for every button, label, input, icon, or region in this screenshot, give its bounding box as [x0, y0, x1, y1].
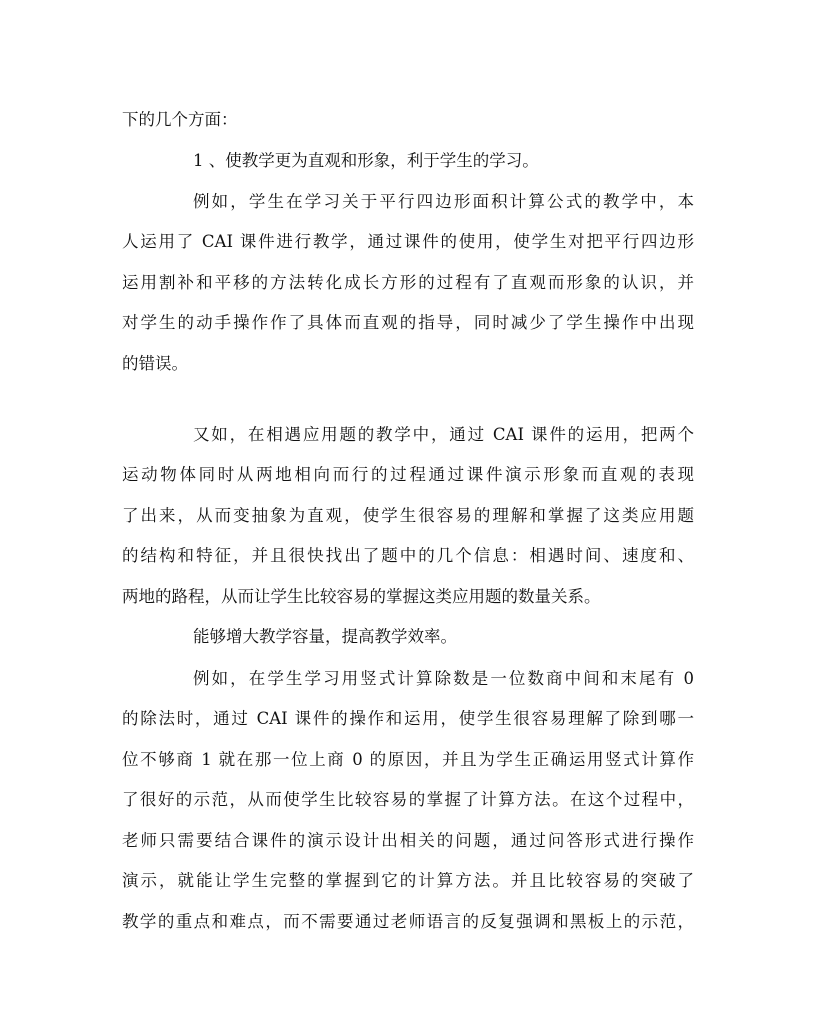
paragraph-3-line-5: 老师只需要结合课件的演示设计出相关的问题，通过问答形式进行操作: [122, 831, 694, 850]
paragraph-1-line-3: 运用割补和平移的方法转化成长方形的过程有了直观而形象的认识，并: [122, 273, 694, 292]
section-heading-2: 能够增大教学容量，提高教学效率。: [193, 627, 457, 646]
paragraph-3-line-7: 教学的重点和难点，而不需要通过老师语言的反复强调和黑板上的示范，: [122, 912, 694, 931]
paragraph-3-line-1: 例如，在学生学习用竖式计算除数是一位数商中间和末尾有 0: [193, 669, 694, 688]
paragraph-3-line-4: 了很好的示范，从而使学生比较容易的掌握了计算方法。在这个过程中，: [122, 790, 694, 809]
paragraph-2-line-4: 的结构和特征，并且很快找出了题中的几个信息：相遇时间、速度和、: [122, 546, 694, 565]
paragraph-2-line-5: 两地的路程，从而让学生比较容易的掌握这类应用题的数量关系。: [122, 587, 601, 606]
paragraph-3-line-2: 的除法时，通过 CAI 课件的操作和运用，使学生很容易理解了除到哪一: [122, 709, 694, 728]
paragraph-3-line-6: 演示，就能让学生完整的掌握到它的计算方法。并且比较容易的突破了: [122, 871, 694, 890]
section-heading-1: 1 、使教学更为直观和形象，利于学生的学习。: [193, 151, 539, 170]
paragraph-3-line-3: 位不够商 1 就在那一位上商 0 的原因，并且为学生正确运用竖式计算作: [122, 750, 694, 769]
text-line-continuation: 下的几个方面：: [122, 110, 238, 129]
paragraph-2-line-1: 又如，在相遇应用题的教学中，通过 CAI 课件的运用，把两个: [193, 425, 694, 444]
paragraph-2-line-2: 运动物体同时从两地相向而行的过程通过课件演示形象而直观的表现: [122, 465, 694, 484]
paragraph-1-line-1: 例如，学生在学习关于平行四边形面积计算公式的教学中，本: [193, 192, 694, 211]
paragraph-2-line-3: 了出来，从而变抽象为直观，使学生很容易的理解和掌握了这类应用题: [122, 506, 694, 525]
paragraph-1-line-5: 的错误。: [122, 354, 188, 373]
paragraph-1-line-4: 对学生的动手操作作了具体而直观的指导，同时减少了学生操作中出现: [122, 313, 694, 332]
paragraph-1-line-2: 人运用了 CAI 课件进行教学，通过课件的使用，使学生对把平行四边形: [122, 232, 694, 251]
